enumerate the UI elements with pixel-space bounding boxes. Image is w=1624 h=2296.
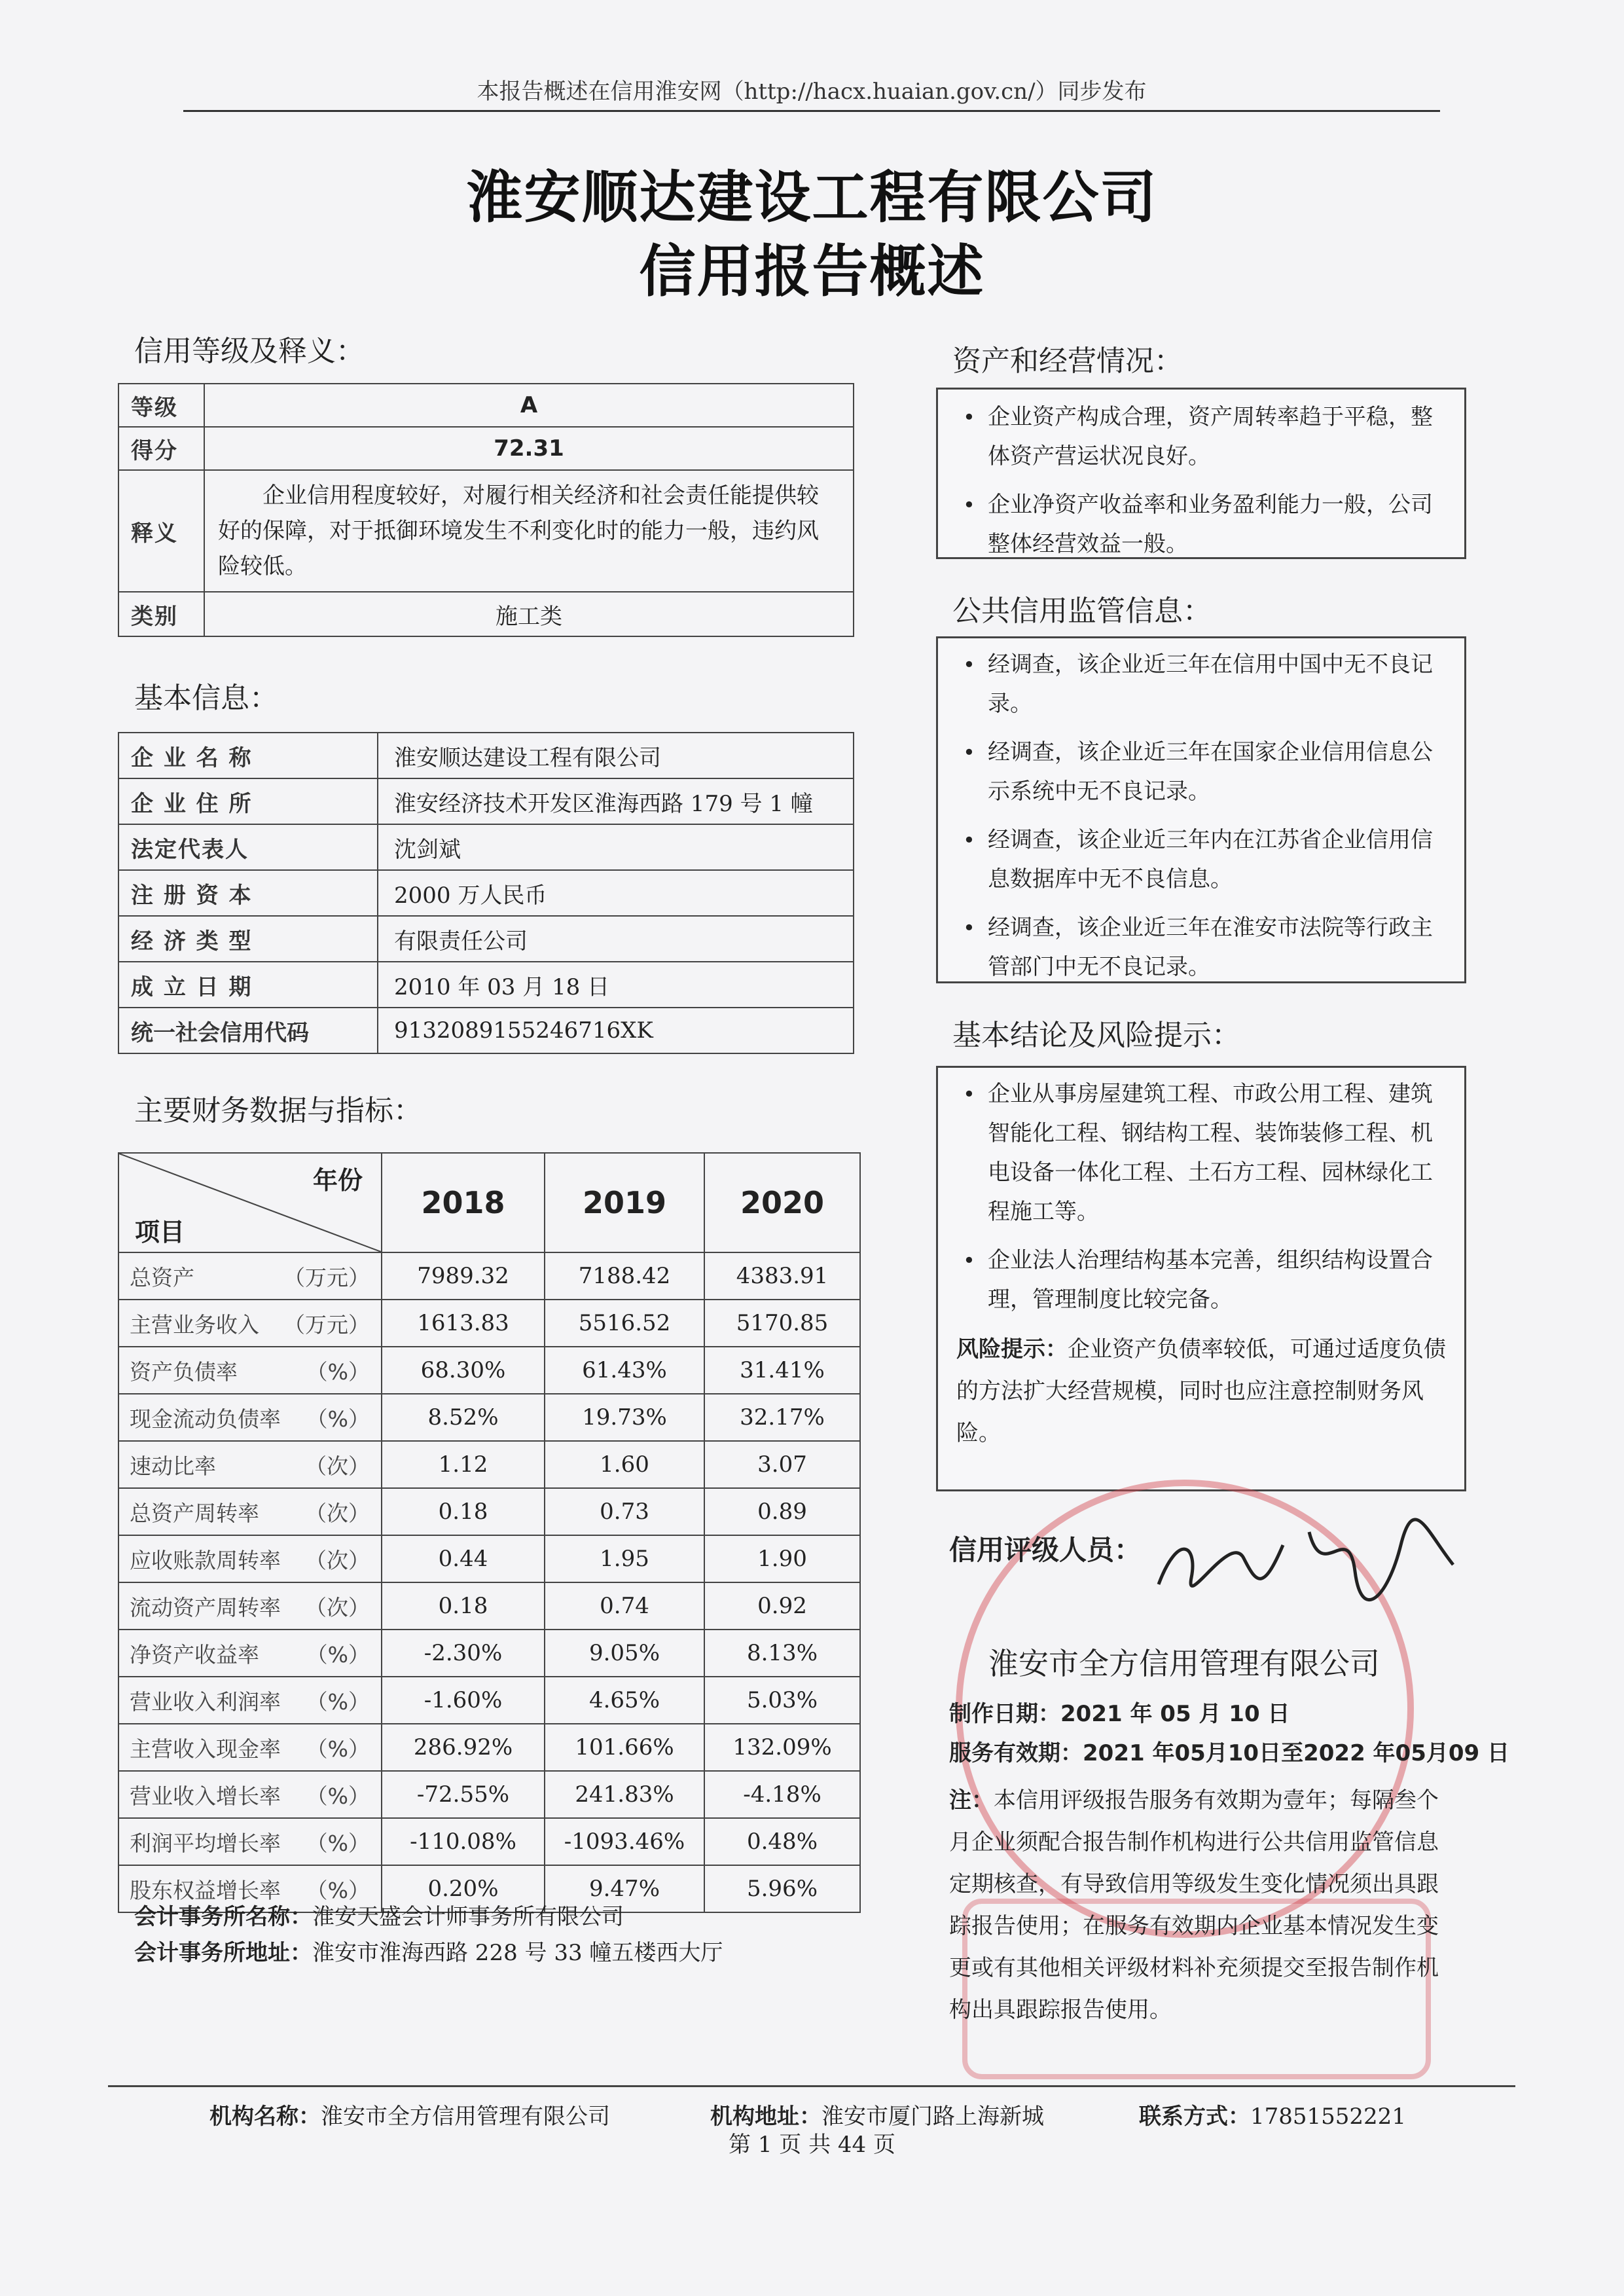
- note-label: 注：: [949, 1787, 994, 1813]
- finance-value-2018: 7989.32: [382, 1252, 545, 1300]
- finance-value-2019: 1.60: [545, 1441, 704, 1488]
- finance-value-2018: 1613.83: [382, 1300, 545, 1347]
- finance-item-name: 速动比率: [130, 1453, 216, 1479]
- finance-item-label: [118, 1394, 382, 1441]
- finance-item-label: [118, 1771, 382, 1818]
- finance-value-2018: 286.92%: [382, 1724, 545, 1771]
- finance-item-name: 主营业务收入: [130, 1311, 259, 1338]
- finance-value-2019: 7188.42: [545, 1252, 704, 1300]
- basic-label-address: 企 业 住 所: [118, 778, 378, 824]
- finance-value-2019: 19.73%: [545, 1394, 704, 1441]
- finance-item-label: [118, 1535, 382, 1582]
- year-2019: 2019: [545, 1153, 704, 1252]
- finance-item-name: 应收账款周转率: [130, 1547, 281, 1573]
- year-2018: 2018: [382, 1153, 545, 1252]
- public-box: [936, 636, 1466, 983]
- category-label: 类别: [118, 592, 204, 636]
- finance-value-2018: -1.60%: [382, 1677, 545, 1724]
- finance-item-unit: （次）: [305, 1547, 370, 1573]
- finance-value-2020: 8.13%: [704, 1630, 860, 1677]
- audit-firm-address: 淮安市淮海西路 228 号 33 幢五楼西大厅: [312, 1940, 723, 1966]
- audit-firm-address-line: [134, 1935, 723, 1967]
- basic-label-name: 企 业 名 称: [118, 733, 378, 778]
- finance-item-name: 资产负债率: [130, 1358, 238, 1385]
- audit-firm-name-label: 会计事务所名称：: [134, 1904, 312, 1930]
- finance-item-unit: （%）: [306, 1830, 370, 1856]
- conclusion-box: [936, 1066, 1466, 1491]
- grade-value: A: [204, 384, 854, 427]
- finance-item-name: 主营收入现金率: [130, 1736, 281, 1762]
- finance-value-2019: 4.65%: [545, 1677, 704, 1724]
- finance-value-2019: 9.47%: [545, 1865, 704, 1912]
- basic-value-credit-code: 9132089155246716XK: [378, 1008, 854, 1053]
- finance-value-2018: 8.52%: [382, 1394, 545, 1441]
- finance-heading: 主要财务数据与指标：: [134, 1094, 422, 1127]
- conclusion-item: • 企业法人治理结构基本完善，组织结构设置合理，管理制度比较完备。: [950, 1241, 1453, 1319]
- basic-value-representative: 沈剑斌: [378, 824, 854, 870]
- finance-item-label: [118, 1300, 382, 1347]
- finance-item-label: [118, 1441, 382, 1488]
- meaning-text: 企业信用程度较好，对履行相关经济和社会责任能提供较好的保障，对于抵御环境发生不利变化时的能力一般，违约风险较低。: [204, 470, 854, 592]
- finance-row: [118, 1252, 860, 1300]
- finance-value-2020: 0.48%: [704, 1818, 860, 1865]
- category-value: 施工类: [204, 592, 854, 636]
- finance-item-unit: （次）: [305, 1500, 370, 1526]
- public-heading: 公共信用监管信息：: [952, 594, 1212, 628]
- finance-rows: [118, 1252, 860, 1912]
- basic-label-representative: 法定代表人: [118, 824, 378, 870]
- validity-label: 服务有效期：: [949, 1740, 1083, 1766]
- finance-value-2020: 4383.91: [704, 1252, 860, 1300]
- basic-label-capital: 注 册 资 本: [118, 870, 378, 916]
- public-item: • 经调查，该企业近三年内在江苏省企业信用信息数据库中无不良信息。: [950, 820, 1453, 899]
- footer-contact-value: 17851552221: [1250, 2104, 1406, 2130]
- raters-label: 信用评级人员：: [949, 1534, 1142, 1566]
- finance-value-2020: 3.07: [704, 1441, 860, 1488]
- risk-note: [950, 1328, 1453, 1454]
- finance-row: [118, 1394, 860, 1441]
- meaning-label: 释义: [118, 470, 204, 592]
- risk-text: 企业资产负债率较低，可通过适度负债的方法扩大经营规模，同时也应注意控制财务风险。: [956, 1336, 1446, 1446]
- finance-item-unit: （次）: [305, 1594, 370, 1620]
- header-divider: [183, 110, 1440, 112]
- assets-item: • 企业资产构成合理，资产周转率趋于平稳，整体资产营运状况良好。: [950, 397, 1453, 476]
- credit-heading: 信用等级及释义：: [134, 335, 365, 368]
- grade-label: 等级: [118, 384, 204, 427]
- finance-row: [118, 1724, 860, 1771]
- risk-label: 风险提示：: [956, 1336, 1068, 1362]
- page-number: 第 1 页 共 44 页: [729, 2132, 895, 2158]
- finance-value-2020: 5170.85: [704, 1300, 860, 1347]
- finance-value-2018: 0.18: [382, 1488, 545, 1535]
- public-item: • 经调查，该企业近三年在淮安市法院等行政主管部门中无不良记录。: [950, 908, 1453, 987]
- rater-signatures: [1152, 1506, 1466, 1611]
- finance-value-2020: 1.90: [704, 1535, 860, 1582]
- audit-firm-name: 淮安天盛会计师事务所有限公司: [312, 1904, 624, 1930]
- finance-row: [118, 1677, 860, 1724]
- finance-table: [118, 1152, 861, 1913]
- finance-item-unit: （万元）: [283, 1264, 370, 1290]
- finance-value-2019: 241.83%: [545, 1771, 704, 1818]
- finance-row: [118, 1630, 860, 1677]
- basic-value-type: 有限责任公司: [378, 916, 854, 962]
- finance-value-2018: 68.30%: [382, 1347, 545, 1394]
- finance-item-name: 营业收入增长率: [130, 1783, 281, 1809]
- finance-item-label: [118, 1252, 382, 1300]
- audit-firm-line: [134, 1899, 624, 1931]
- finance-item-name: 总资产: [130, 1264, 194, 1290]
- footer-contact-label: 联系方式：: [1139, 2104, 1250, 2130]
- finance-item-name: 营业收入利润率: [130, 1688, 281, 1715]
- finance-item-unit: （%）: [306, 1641, 370, 1667]
- production-date-line: [949, 1696, 1290, 1728]
- finance-item-unit: （%）: [306, 1736, 370, 1762]
- finance-item-label: [118, 1347, 382, 1394]
- note-text: 本信用评级报告服务有效期为壹年；每隔叁个月企业须配合报告制作机构进行公共信用监管信息定期核查，有导致信用等级发生变化情况须出具跟踪报告使用；在服务有效期内企业基本情况发生变更或有其他相关评级材料补充须提交至报告制作机构出具跟踪报告使用。: [949, 1787, 1439, 2023]
- finance-item-unit: （%）: [306, 1877, 370, 1903]
- finance-value-2019: -1093.46%: [545, 1818, 704, 1865]
- rating-company: 淮安市全方信用管理有限公司: [988, 1646, 1380, 1681]
- finance-item-name: 股东权益增长率: [130, 1877, 281, 1903]
- finance-row: [118, 1535, 860, 1582]
- finance-value-2019: 101.66%: [545, 1724, 704, 1771]
- basic-value-address: 淮安经济技术开发区淮海西路 179 号 1 幢: [378, 778, 854, 824]
- footer-divider: [108, 2085, 1515, 2087]
- finance-item-label: [118, 1488, 382, 1535]
- finance-value-2018: -72.55%: [382, 1771, 545, 1818]
- finance-item-label: [118, 1630, 382, 1677]
- finance-item-name: 净资产收益率: [130, 1641, 259, 1667]
- finance-item-label: [118, 1724, 382, 1771]
- finance-item-name: 利润平均增长率: [130, 1830, 281, 1856]
- finance-value-2020: 132.09%: [704, 1724, 860, 1771]
- finance-row: [118, 1300, 860, 1347]
- footer-address-value: 淮安市厦门路上海新城: [821, 2104, 1044, 2130]
- finance-value-2020: 32.17%: [704, 1394, 860, 1441]
- finance-item-unit: （%）: [306, 1783, 370, 1809]
- report-title: 信用报告概述: [639, 239, 985, 304]
- finance-item-unit: （万元）: [283, 1311, 370, 1338]
- finance-value-2019: 0.74: [545, 1582, 704, 1630]
- finance-item-label: [118, 1582, 382, 1630]
- finance-row: [118, 1441, 860, 1488]
- finance-item-unit: （%）: [306, 1688, 370, 1715]
- footer-contact: [1139, 2098, 1406, 2130]
- finance-row: [118, 1582, 860, 1630]
- finance-value-2020: 5.03%: [704, 1677, 860, 1724]
- footer-address-label: 机构地址：: [710, 2104, 821, 2130]
- assets-box: [936, 388, 1466, 559]
- finance-value-2018: 0.44: [382, 1535, 545, 1582]
- finance-item-unit: （%）: [306, 1358, 370, 1385]
- conclusion-heading: 基本结论及风险提示：: [952, 1019, 1240, 1052]
- finance-value-2019: 9.05%: [545, 1630, 704, 1677]
- credit-table: [118, 383, 854, 637]
- finance-item-name: 总资产周转率: [130, 1500, 259, 1526]
- finance-item-name: 现金流动负债率: [130, 1406, 281, 1432]
- public-item: • 经调查，该企业近三年在国家企业信用信息公示系统中无不良记录。: [950, 733, 1453, 811]
- finance-value-2019: 61.43%: [545, 1347, 704, 1394]
- score-label: 得分: [118, 427, 204, 470]
- validity-line: [949, 1735, 1509, 1767]
- score-value: 72.31: [204, 427, 854, 470]
- finance-value-2020: 31.41%: [704, 1347, 860, 1394]
- finance-item-name: 流动资产周转率: [130, 1594, 281, 1620]
- finance-value-2018: -110.08%: [382, 1818, 545, 1865]
- finance-value-2020: 0.89: [704, 1488, 860, 1535]
- production-date-label: 制作日期：: [949, 1701, 1060, 1727]
- finance-item-label: [118, 1818, 382, 1865]
- finance-value-2020: -4.18%: [704, 1771, 860, 1818]
- footer-org-label: 机构名称：: [209, 2104, 321, 2130]
- finance-item-label: [118, 1677, 382, 1724]
- footer-address: [710, 2098, 1044, 2130]
- header-note: 本报告概述在信用淮安网（http://hacx.huaian.gov.cn/）同步发布: [477, 79, 1147, 105]
- audit-firm-address-label: 会计事务所地址：: [134, 1940, 312, 1966]
- basic-table: [118, 732, 854, 1054]
- finance-row: [118, 1771, 860, 1818]
- validity-note: [949, 1779, 1460, 2031]
- production-date: 2021 年 05 月 10 日: [1060, 1701, 1290, 1727]
- basic-value-name: 淮安顺达建设工程有限公司: [378, 733, 854, 778]
- finance-value-2019: 0.73: [545, 1488, 704, 1535]
- footer-org: [209, 2098, 610, 2130]
- report-title-company: 淮安顺达建设工程有限公司: [466, 165, 1158, 230]
- finance-value-2018: 1.12: [382, 1441, 545, 1488]
- basic-label-founded: 成 立 日 期: [118, 962, 378, 1008]
- basic-label-type: 经 济 类 型: [118, 916, 378, 962]
- basic-value-founded: 2010 年 03 月 18 日: [378, 962, 854, 1008]
- year-label: 年份: [312, 1166, 363, 1195]
- basic-label-credit-code: 统一社会信用代码: [118, 1008, 378, 1053]
- item-label: 项目: [135, 1218, 185, 1247]
- finance-value-2019: 1.95: [545, 1535, 704, 1582]
- finance-value-2018: -2.30%: [382, 1630, 545, 1677]
- finance-value-2020: 5.96%: [704, 1865, 860, 1912]
- assets-item: • 企业净资产收益率和业务盈利能力一般，公司整体经营效益一般。: [950, 485, 1453, 564]
- finance-value-2018: 0.18: [382, 1582, 545, 1630]
- validity-period: 2021 年05月10日至2022 年05月09 日: [1083, 1740, 1510, 1766]
- finance-row: [118, 1818, 860, 1865]
- finance-row: [118, 1488, 860, 1535]
- conclusion-item: • 企业从事房屋建筑工程、市政公用工程、建筑智能化工程、钢结构工程、装饰装修工程、机电设备一体化工程、土石方工程、园林绿化工程施工等。: [950, 1074, 1453, 1231]
- finance-value-2020: 0.92: [704, 1582, 860, 1630]
- finance-row: [118, 1347, 860, 1394]
- assets-heading: 资产和经营情况：: [952, 344, 1183, 378]
- finance-value-2019: 5516.52: [545, 1300, 704, 1347]
- finance-item-unit: （次）: [305, 1453, 370, 1479]
- finance-header-corner: [118, 1153, 382, 1252]
- finance-value-2018: 0.20%: [382, 1865, 545, 1912]
- public-item: • 经调查，该企业近三年在信用中国中无不良记录。: [950, 645, 1453, 723]
- year-2020: 2020: [704, 1153, 860, 1252]
- basic-heading: 基本信息：: [134, 682, 278, 715]
- basic-value-capital: 2000 万人民币: [378, 870, 854, 916]
- finance-item-unit: （%）: [306, 1406, 370, 1432]
- footer-org-name: 淮安市全方信用管理有限公司: [321, 2104, 610, 2130]
